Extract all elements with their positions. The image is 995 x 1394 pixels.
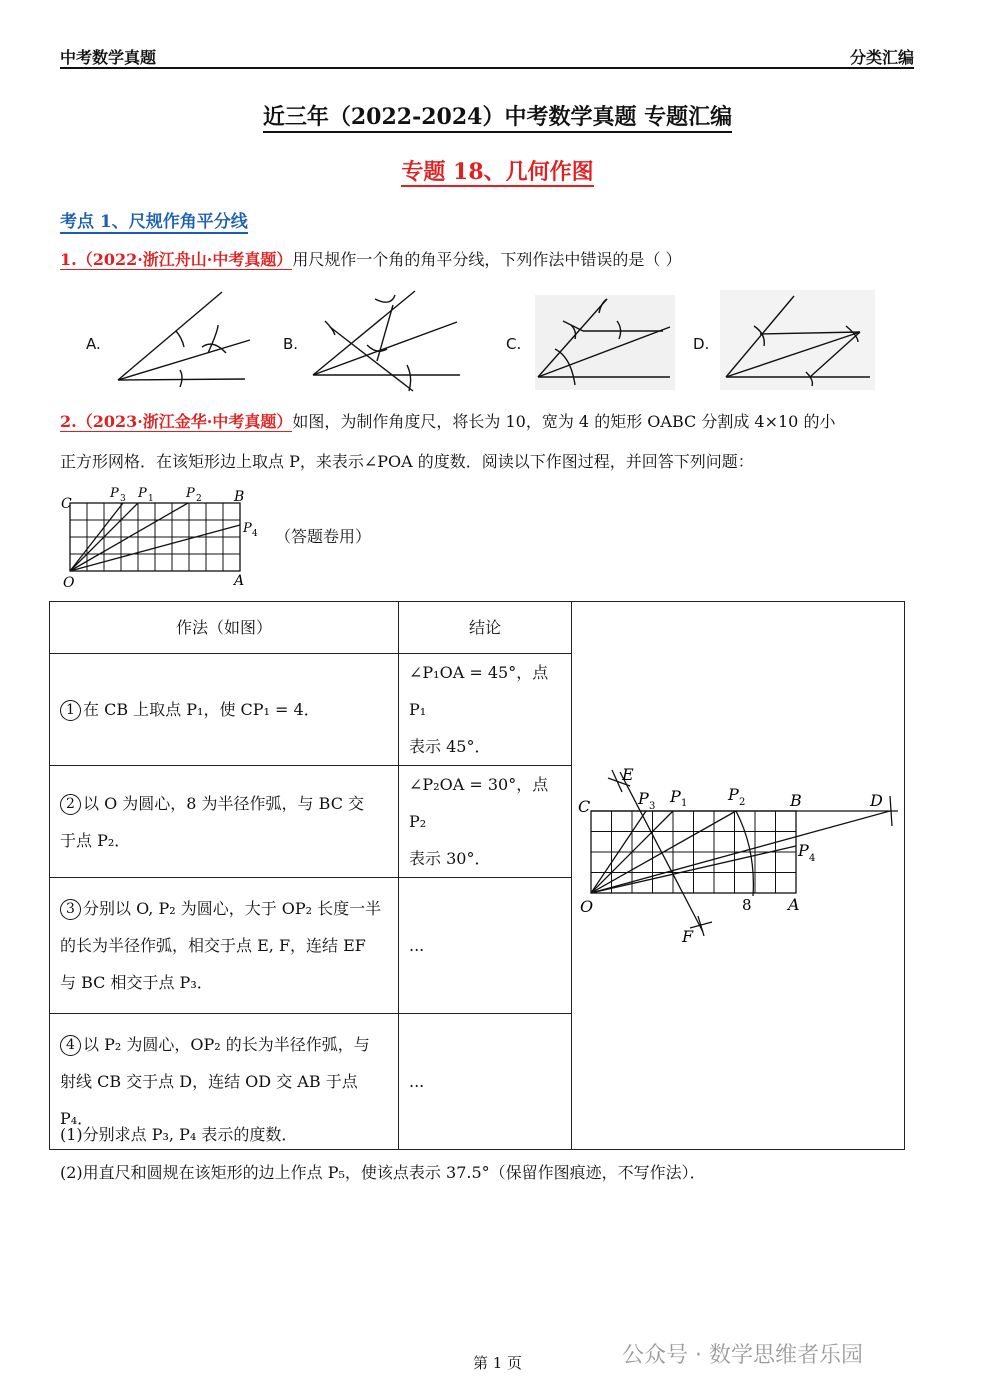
- row-2-method: 2 以 O 为圆心，8 为半径作弧，与 BC 交 于点 P₂．: [50, 766, 399, 878]
- header-rule: [60, 67, 914, 69]
- small-label-p4: P: [243, 521, 252, 536]
- row-4-conclusion: ...: [399, 1014, 572, 1150]
- label-c: C: [578, 797, 591, 816]
- watermark: 公众号 · 数学思维者乐园: [622, 1343, 863, 1368]
- row-3-conclusion: ...: [399, 878, 572, 1014]
- label-a: A: [788, 895, 800, 914]
- label-b: B: [790, 791, 802, 810]
- sub-question-2: (2)用直尺和圆规在该矩形的边上作点 P₅，使该点表示 37.5°（保留作图痕迹，不写作法）．: [60, 1163, 706, 1182]
- small-label-p2: P: [186, 486, 195, 501]
- label-p4-sub: 4: [809, 853, 816, 864]
- figure-cell: [572, 602, 905, 1150]
- label-p3-sub: 3: [649, 801, 656, 812]
- page-subtitle: 专题 18、几何作图: [401, 159, 594, 185]
- construction-table: [49, 601, 905, 1150]
- small-label-a: A: [234, 573, 245, 589]
- small-label-p4-sub: 4: [252, 529, 258, 539]
- label-p2: P: [728, 785, 739, 804]
- label-p2-sub: 2: [739, 797, 746, 808]
- figure-note: （答题卷用）: [275, 527, 372, 546]
- header-method: 作法（如图）: [50, 602, 399, 654]
- row-1-method: 1 在 CB 上取点 P₁，使 CP₁ = 4．: [50, 654, 399, 766]
- small-label-b: B: [234, 489, 245, 505]
- option-c-figure: [535, 295, 675, 390]
- option-c-label: C.: [506, 335, 522, 353]
- row-2-conclusion: ∠P₂OA = 30°，点 P₂ 表示 30°．: [399, 766, 572, 878]
- label-d: D: [870, 791, 883, 810]
- small-label-c: C: [61, 496, 72, 512]
- label-p4: P: [798, 841, 809, 860]
- small-grid-figure: [58, 485, 273, 593]
- question-2-text-2: 正方形网格．在该矩形边上取点 P，来表示∠POA 的度数．阅读以下作图过程，并回答下列问题：: [60, 452, 754, 471]
- question-2-text-1: 如图，为制作角度尺，将长为 10，宽为 4 的矩形 OABC 分割成 4×10 的小: [292, 412, 836, 431]
- small-label-p3: P: [110, 486, 119, 501]
- question-2-source: 2.（2023·浙江金华·中考真题）: [60, 412, 293, 431]
- header-conclusion: 结论: [399, 602, 572, 654]
- question-1-source: 1.（2022·浙江舟山·中考真题）: [60, 250, 293, 269]
- label-eight: 8: [742, 896, 752, 914]
- label-p1-sub: 1: [681, 798, 688, 809]
- option-d-label: D.: [693, 335, 710, 353]
- page-number: 第 1 页: [472, 1354, 523, 1372]
- question-1-text: 用尺规作一个角的角平分线，下列作法中错误的是（ ）: [292, 250, 682, 269]
- label-e: E: [622, 765, 634, 784]
- sub-question-1: (1)分别求点 P₃, P₄ 表示的度数．: [60, 1125, 298, 1144]
- construction-figure: [578, 762, 923, 952]
- page-title: 近三年（2022-2024）中考数学真题 专题汇编: [0, 100, 995, 131]
- small-label-p2-sub: 2: [196, 494, 202, 504]
- label-p3: P: [638, 789, 649, 808]
- row-3-method: 3 分别以 O, P₂ 为圆心，大于 OP₂ 长度一半 的长为半径作弧，相交于点 E, F，连结 EF 与 BC 相交于点 P₃．: [50, 878, 399, 1014]
- row-4-method: 4 以 P₂ 为圆心，OP₂ 的长为半径作弧，与 射线 CB 交于点 D，连结 OD 交 AB 于点 P₄．: [50, 1014, 399, 1150]
- header-left: 中考数学真题: [60, 48, 157, 67]
- section-heading: 考点 1、尺规作角平分线: [60, 212, 248, 232]
- small-label-p3-sub: 3: [120, 494, 126, 504]
- small-label-o: O: [63, 575, 75, 591]
- option-b-figure: [305, 285, 465, 395]
- header-right: 分类汇编: [849, 48, 914, 67]
- small-label-p1-sub: 1: [148, 494, 154, 504]
- label-p1: P: [670, 787, 681, 806]
- option-b-label: B.: [283, 335, 299, 353]
- option-d-figure: [720, 290, 875, 390]
- label-o: O: [580, 897, 594, 916]
- option-a-label: A.: [86, 335, 101, 353]
- question-1: [60, 250, 681, 270]
- row-1-conclusion: ∠P₁OA = 45°，点 P₁ 表示 45°．: [399, 654, 572, 766]
- small-label-p1: P: [138, 486, 147, 501]
- question-2: [60, 412, 835, 432]
- label-f: F: [682, 927, 694, 946]
- option-a-figure: [110, 285, 260, 395]
